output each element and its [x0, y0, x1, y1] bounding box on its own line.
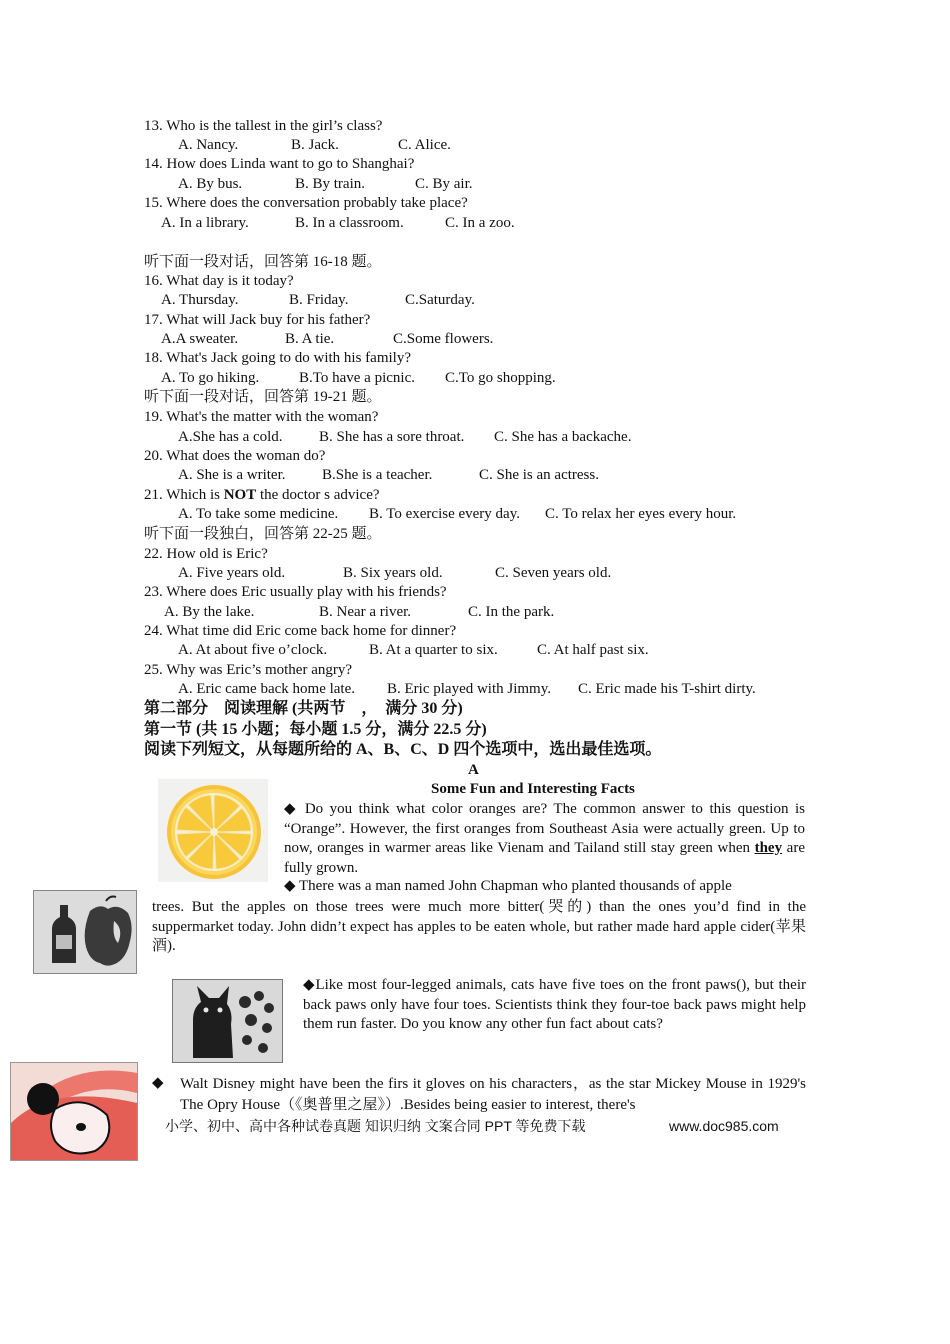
question-13: 13. Who is the tallest in the girl’s class? [144, 118, 383, 134]
bullet-icon: ◆ [152, 1075, 164, 1091]
question-14-options [178, 175, 473, 194]
question-17-options [161, 330, 493, 349]
question-16: 16. What day is it today? [144, 273, 294, 289]
question-15: 15. Where does the conversation probably take place? [144, 195, 468, 211]
question-20: 20. What does the woman do? [144, 448, 326, 464]
paragraph-apples-line1: ◆ There was a man named John Chapman who planted thousands of apple [284, 878, 732, 894]
question-13-options [178, 136, 451, 155]
option: B. She has a sore throat. [319, 429, 465, 445]
bottle-apple-image [33, 890, 137, 974]
passage-title: Some Fun and Interesting Facts [431, 781, 635, 797]
option: A. Five years old. [178, 565, 286, 581]
paragraph-text: are fully grown. [284, 840, 805, 876]
option: A. At about five o’clock. [178, 642, 328, 658]
question-23: 23. Where does Eric usually play with his friends? [144, 584, 447, 600]
emphasis-not: NOT [223, 487, 257, 503]
question-19: 19. What's the matter with the woman? [144, 409, 379, 425]
option: C.To go shopping. [445, 370, 556, 386]
footer-url[interactable]: www.doc985.com [669, 1118, 779, 1134]
option: C. By air. [415, 176, 473, 192]
section1-title: 第一节 (共 15 小题；每小题 1.5 分，满分 22.5 分) [144, 721, 487, 738]
option: C. Eric made his T-shirt dirty. [578, 681, 756, 697]
option: B. At a quarter to six. [369, 642, 498, 658]
option: B. Near a river. [319, 604, 412, 620]
option: B. To exercise every day. [369, 506, 520, 522]
option: A.She has a cold. [178, 429, 283, 445]
instruction-19-21: 听下面一段对话，回答第 19-21 题。 [144, 389, 382, 405]
option: A. In a library. [161, 215, 249, 231]
question-25: 25. Why was Eric’s mother angry? [144, 662, 353, 678]
question-text: the doctor s advice? [256, 487, 380, 503]
paragraph-text: ◆ Do you think what color oranges are? The common answer to this question is “Orange”. However, the first oranges from Southeast Asia were actually green. Up to now, oranges in warmer areas like Vienam and Tailand still stay green when [284, 801, 805, 856]
cat-image [172, 979, 283, 1063]
question-17: 17. What will Jack buy for his father? [144, 312, 371, 328]
option: B. Friday. [289, 292, 349, 308]
question-22: 22. How old is Eric? [144, 546, 268, 562]
option: B. In a classroom. [295, 215, 404, 231]
question-15-options [161, 214, 515, 233]
option: A.A sweater. [161, 331, 239, 347]
question-24: 24. What time did Eric come back home for dinner? [144, 623, 457, 639]
option: A. To go hiking. [161, 370, 260, 386]
passage-letter: A [468, 762, 479, 778]
question-22-options [178, 564, 611, 583]
question-19-options [178, 428, 631, 447]
option: C. In the park. [468, 604, 555, 620]
option: A. Thursday. [161, 292, 239, 308]
option: A. She is a writer. [178, 467, 286, 483]
question-text: 21. Which is [144, 487, 224, 503]
option: C.Saturday. [405, 292, 475, 308]
option: B. A tie. [285, 331, 335, 347]
question-25-options [178, 680, 756, 699]
option: C. To relax her eyes every hour. [545, 506, 737, 522]
option: C. Alice. [398, 137, 451, 153]
orange-image [158, 779, 268, 882]
mickey-mouse-image [10, 1062, 138, 1161]
option: C. She is an actress. [479, 467, 599, 483]
option: A. To take some medicine. [178, 506, 339, 522]
instruction-16-18: 听下面一段对话，回答第 16-18 题。 [144, 254, 382, 270]
question-18: 18. What's Jack going to do with his family? [144, 350, 411, 366]
option: B. By train. [295, 176, 365, 192]
option: B. Jack. [291, 137, 339, 153]
option: A. Eric came back home late. [178, 681, 355, 697]
option: B.To have a picnic. [299, 370, 415, 386]
question-21-options [178, 505, 736, 524]
paragraph-oranges [284, 800, 805, 878]
option: A. Nancy. [178, 137, 239, 153]
option: A. By bus. [178, 176, 243, 192]
option: B.She is a teacher. [322, 467, 433, 483]
question-18-options [161, 369, 556, 388]
reading-directions: 阅读下列短文，从每题所给的 A、B、C、D 四个选项中，选出最佳选项。 [144, 741, 662, 758]
option: C. In a zoo. [445, 215, 515, 231]
question-24-options [178, 641, 649, 660]
option: C. Seven years old. [495, 565, 612, 581]
question-16-options [161, 291, 475, 310]
option: C.Some flowers. [393, 331, 494, 347]
option: B. Eric played with Jimmy. [387, 681, 552, 697]
question-14: 14. How does Linda want to go to Shanghai? [144, 156, 415, 172]
paragraph-apples: trees. But the apples on those trees were much more bitter(哭的) than the ones you’d find in the suppermarket today. John didn’t expect has apples to be eaten whole, but rather made hard apple cider(苹果酒). [152, 899, 806, 954]
question-23-options [164, 603, 554, 622]
paragraph-cats: ◆Like most four-legged animals, cats have five toes on the front paws(), but their back paws only have four toes. Scientists think they four-toe back paws might help them run faster. Do you know any other fun fact about cats? [303, 977, 806, 1032]
option: C. She has a backache. [494, 429, 632, 445]
option: C. At half past six. [537, 642, 649, 658]
underlined-word-they: they [754, 840, 783, 856]
instruction-22-25: 听下面一段独白，回答第 22-25 题。 [144, 526, 382, 542]
question-21 [144, 486, 380, 505]
option: A. By the lake. [164, 604, 255, 620]
paragraph-disney: Walt Disney might have been the firs it gloves on his characters，as the star Mickey Mouse in 1929's The Opry House（《奥普里之屋》）.Besides being easier to interest, there's [180, 1076, 806, 1113]
question-20-options [178, 466, 599, 485]
part2-title: 第二部分 阅读理解 (共两节 ， 满分 30 分) [144, 700, 463, 717]
option: B. Six years old. [343, 565, 443, 581]
footer-text: 小学、初中、高中各种试卷真题 知识归纳 文案合同 PPT 等免费下载 [165, 1118, 586, 1134]
